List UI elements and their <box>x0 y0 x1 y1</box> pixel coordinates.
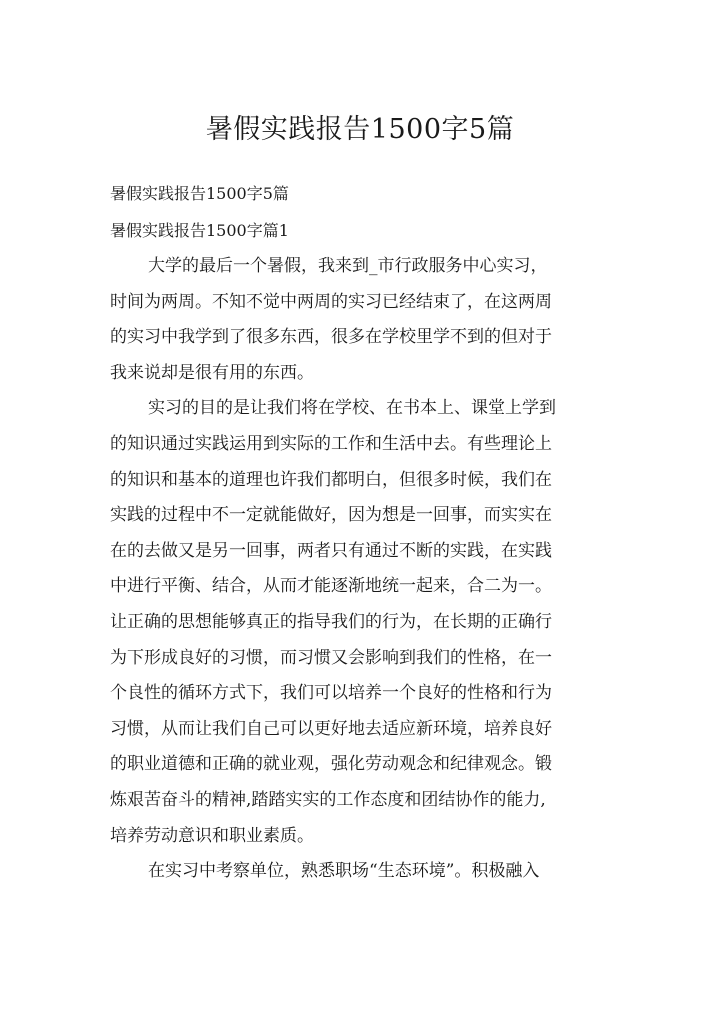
paragraph-line: 实习的目的是让我们将在学校、在书本上、课堂上学到 <box>148 398 556 419</box>
paragraph-line: 的知识和基本的道理也许我们都明白，但很多时候，我们在 <box>110 469 552 490</box>
paragraph-line: 的知识通过实践运用到实际的工作和生活中去。有些理论上 <box>110 433 552 454</box>
paragraph-line: 在的去做又是另一回事，两者只有通过不断的实践，在实践 <box>110 540 552 561</box>
paragraph-3 <box>110 854 610 890</box>
document-body <box>110 175 610 890</box>
paragraph-line: 培养劳动意识和职业素质。 <box>110 825 314 846</box>
paragraph-line: 让正确的思想能够真正的指导我们的行为，在长期的正确行 <box>110 611 552 632</box>
paragraph-line: 的实习中我学到了很多东西，很多在学校里学不到的但对于 <box>110 327 552 348</box>
paragraph-line: 我来说却是很有用的东西。 <box>110 362 314 383</box>
document-subtitle: 暑假实践报告1500字5篇 <box>110 184 289 203</box>
paragraph-line: 时间为两周。不知不觉中两周的实习已经结束了，在这两周 <box>110 291 552 312</box>
section-heading: 暑假实践报告1500字篇1 <box>110 221 289 240</box>
paragraph-2 <box>110 391 610 854</box>
paragraph-line: 炼艰苦奋斗的精神,踏踏实实的工作态度和团结协作的能力, <box>110 789 546 810</box>
paragraph-line: 大学的最后一个暑假，我来到_市行政服务中心实习， <box>148 256 548 276</box>
paragraph-line: 个良性的循环方式下，我们可以培养一个良好的性格和行为 <box>110 683 552 704</box>
document-title: 暑假实践报告1500字5篇 <box>205 114 515 145</box>
paragraph-line: 为下形成良好的习惯，而习惯又会影响到我们的性格，在一 <box>110 647 552 668</box>
paragraph-line: 实践的过程中不一定就能做好，因为想是一回事，而实实在 <box>110 505 552 526</box>
paragraph-line: 习惯，从而让我们自己可以更好地去适应新环境，培养良好 <box>110 718 552 739</box>
paragraph-line: 在实习中考察单位，熟悉职场“生态环境”。积极融入 <box>148 861 540 882</box>
paragraph-line: 中进行平衡、结合，从而才能逐渐地统一起来，合二为一。 <box>110 576 552 597</box>
paragraph-line: 的职业道德和正确的就业观，强化劳动观念和纪律观念。锻 <box>110 754 552 775</box>
paragraph-1 <box>110 249 610 391</box>
